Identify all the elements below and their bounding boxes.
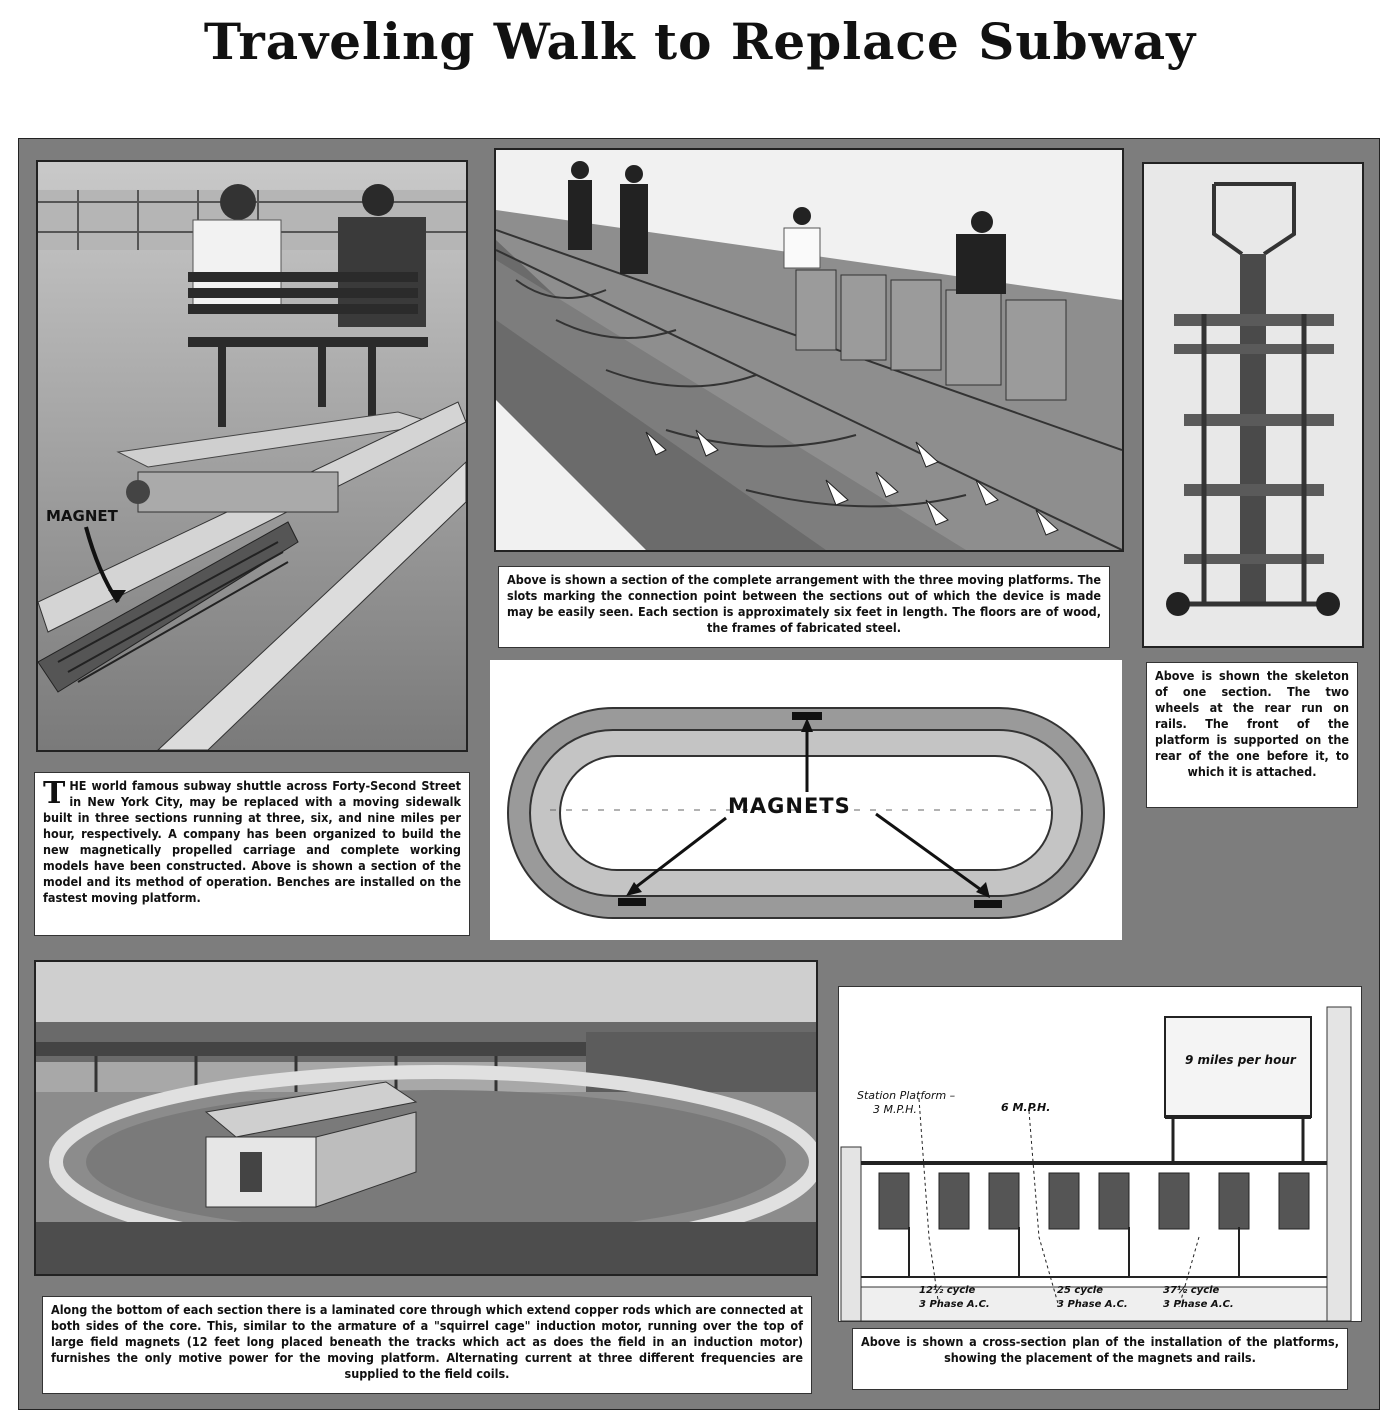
label-freq-37: 37½ cycle xyxy=(1163,1285,1220,1296)
label-station-platform: Station Platform – xyxy=(857,1089,956,1102)
label-freq-37-phase: 3 Phase A.C. xyxy=(1163,1299,1234,1310)
page-title: Traveling Walk to Replace Subway xyxy=(203,12,1197,71)
test-track-caption: Along the bottom of each section there is a laminated core through which extend copper rods which are connected at both sides of the core. This, similar to the armature of a "squirrel cage" induction motor, running over the top of large field magnets (12 feet long placed beneath the tracks which act as does the field in an induction motor) furnishes the only motive power for the moving platform. Alternating current at three different frequencies are supplied to the field coils. xyxy=(42,1296,812,1394)
cross-section-diagram xyxy=(838,986,1362,1322)
platforms-caption: Above is shown a section of the complete arrangement with the three moving platforms. The slots marking the connection point between the sections out of which the device is made may be easily seen. Each section is approximately six feet in length. The floors are of wood, the frames of fabricated steel. xyxy=(498,566,1110,648)
caption-dropcap: T xyxy=(43,776,66,811)
magnet-label: MAGNET xyxy=(46,507,118,525)
platforms-photo xyxy=(494,148,1124,552)
label-6mph: 6 M.P.H. xyxy=(1001,1101,1051,1114)
label-freq-12: 12½ cycle xyxy=(919,1285,976,1296)
label-freq-25-phase: 3 Phase A.C. xyxy=(1057,1299,1128,1310)
bench-model-caption-text: HE world famous subway shuttle across Forty-Second Street in New York City, may be replaced with a moving sidewalk built in three sections running at three, six, and nine miles per hour, respectively. A company has been organized to build the new magnetically propelled carriage and complete working models have been constructed. Above is shown a section of the model and its method of operation. Benches are installed on the fastest moving platform. xyxy=(43,778,461,905)
platforms-illustration xyxy=(496,150,1122,550)
skeleton-illustration xyxy=(1144,164,1362,646)
label-freq-25: 25 cycle xyxy=(1057,1285,1103,1296)
skeleton-photo xyxy=(1142,162,1364,648)
bench-model-photo xyxy=(36,160,468,752)
cross-section-illustration xyxy=(839,987,1361,1321)
skeleton-caption: Above is shown the skeleton of one section. The two wheels at the rear run on rails. The front of the platform is supported on the rear of the one before it, to which it is attached. xyxy=(1146,662,1358,808)
label-station-speed: 3 M.P.H. xyxy=(873,1103,917,1116)
bench-model-illustration xyxy=(38,162,466,750)
label-9mph: 9 miles per hour xyxy=(1185,1053,1296,1067)
magnets-label: MAGNETS xyxy=(728,794,851,818)
cross-section-caption: Above is shown a cross-section plan of the installation of the platforms, showing the placement of the magnets and rails. xyxy=(852,1328,1348,1390)
bench-model-caption xyxy=(34,772,470,936)
label-freq-12-phase: 3 Phase A.C. xyxy=(919,1299,990,1310)
test-track-photo xyxy=(34,960,818,1276)
oval-diagram xyxy=(490,660,1122,940)
test-track-illustration xyxy=(36,962,816,1274)
